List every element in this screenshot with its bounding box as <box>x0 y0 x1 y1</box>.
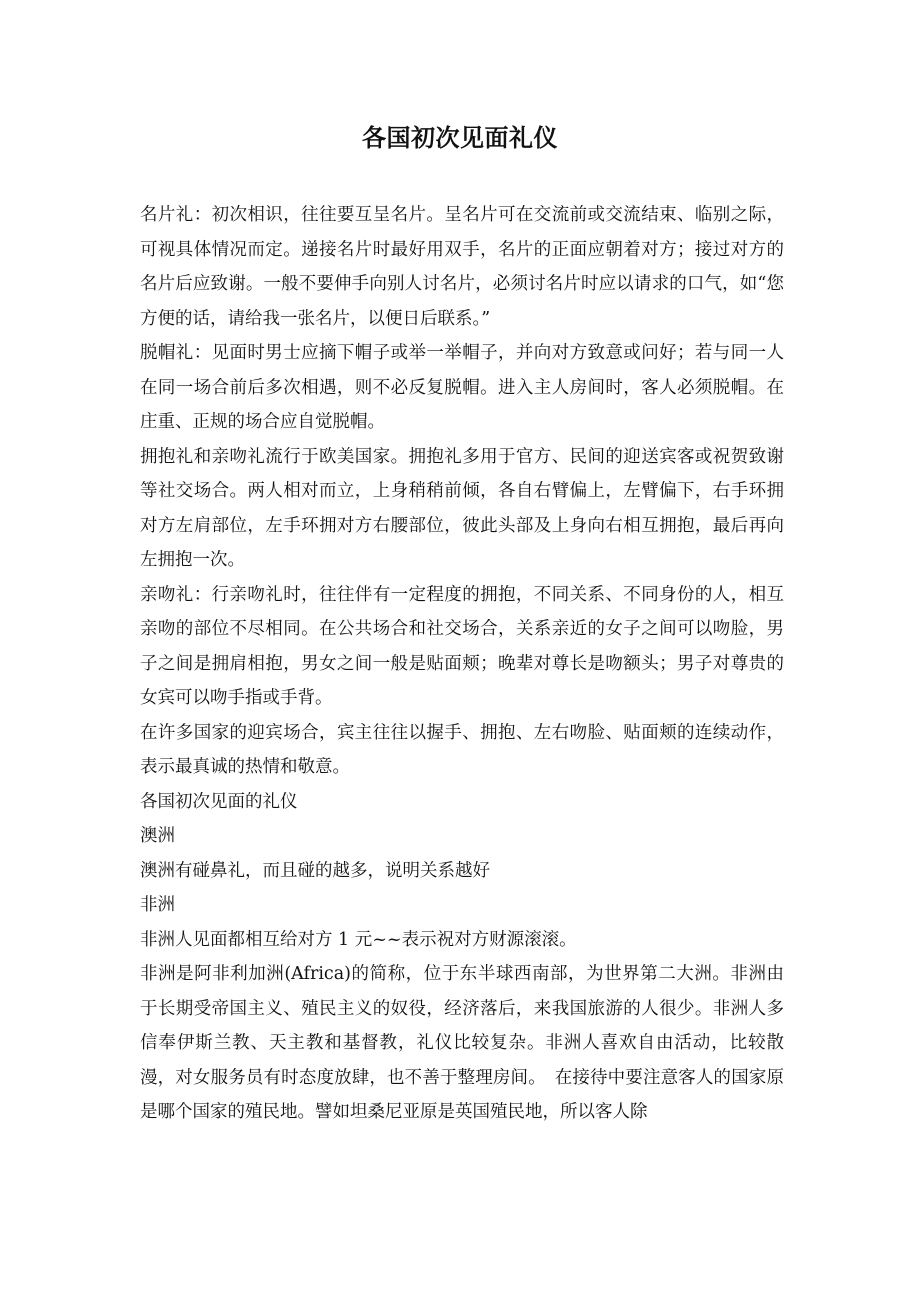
paragraph-business-card-etiquette: 名片礼：初次相识，往往要互呈名片。呈名片可在交流前或交流结束、临别之际，可视具体情况而定。递接名片时最好用双手，名片的正面应朝着对方；接过对方的名片后应致谢。一般不要伸手向别人讨名片，必须讨名片时应以请求的口气，如“您方便的话，请给我一张名片，以便日后联系。” <box>140 205 784 329</box>
paragraph-kiss-etiquette: 亲吻礼：行亲吻礼时，往往伴有一定程度的拥抱，不同关系、不同身份的人，相互亲吻的部位不尽相同。在公共场合和社交场合，关系亲近的女子之间可以吻脸，男子之间是拥肩相抱，男女之间一般是贴面颊；晚辈对尊长是吻额头；男子对尊贵的女宾可以吻手指或手背。 <box>140 584 784 708</box>
paragraph-hat-removal-etiquette: 脱帽礼：见面时男士应摘下帽子或举一举帽子，并向对方致意或问好；若与同一人在同一场合前后多次相遇，则不必反复脱帽。进入主人房间时，客人必须脱帽。在庄重、正规的场合应自觉脱帽。 <box>140 343 784 432</box>
document-title: 各国初次见面礼仪 <box>362 123 558 152</box>
section-heading-country-etiquette: 各国初次见面的礼仪 <box>140 791 298 812</box>
section-heading-africa: 非洲 <box>140 895 175 915</box>
paragraph-africa-overview: 非洲是阿非利加洲(Africa)的简称，位于东半球西南部，为世界第二大洲。非洲由于长期受帝国主义、殖民主义的奴役，经济落后，来我国旅游的人很少。非洲人多信奉伊斯兰教、天主教和基督教，礼仪比较复杂。非洲人喜欢自由活动，比较散漫，对女服务员有时态度放肆，也不善于整理房间。 在接待中要注意客人的国家原是哪个国家的殖民地。譬如坦桑尼亚原是英国殖民地，所以客人除 <box>140 964 784 1122</box>
document-body <box>140 198 784 1130</box>
paragraph-hug-and-kiss-etiquette: 拥抱礼和亲吻礼流行于欧美国家。拥抱礼多用于官方、民间的迎送宾客或祝贺致谢等社交场合。两人相对而立，上身稍稍前倾，各自右臂偏上，左臂偏下，右手环拥对方左肩部位，左手环拥对方右腰部位，彼此头部及上身向右相互拥抱，最后再向左拥抱一次。 <box>140 446 784 570</box>
section-heading-australia: 澳洲 <box>140 826 175 846</box>
paragraph-australia: 澳洲有碰鼻礼，而且碰的越多，说明关系越好 <box>140 860 490 881</box>
paragraph-welcome-ceremony: 在许多国家的迎宾场合，宾主往往以握手、拥抱、左右吻脸、贴面颊的连续动作，表示最真诚的热情和敬意。 <box>140 722 784 777</box>
paragraph-africa-greeting: 非洲人见面都相互给对方 1 元~~表示祝对方财源滚滚。 <box>140 929 577 950</box>
